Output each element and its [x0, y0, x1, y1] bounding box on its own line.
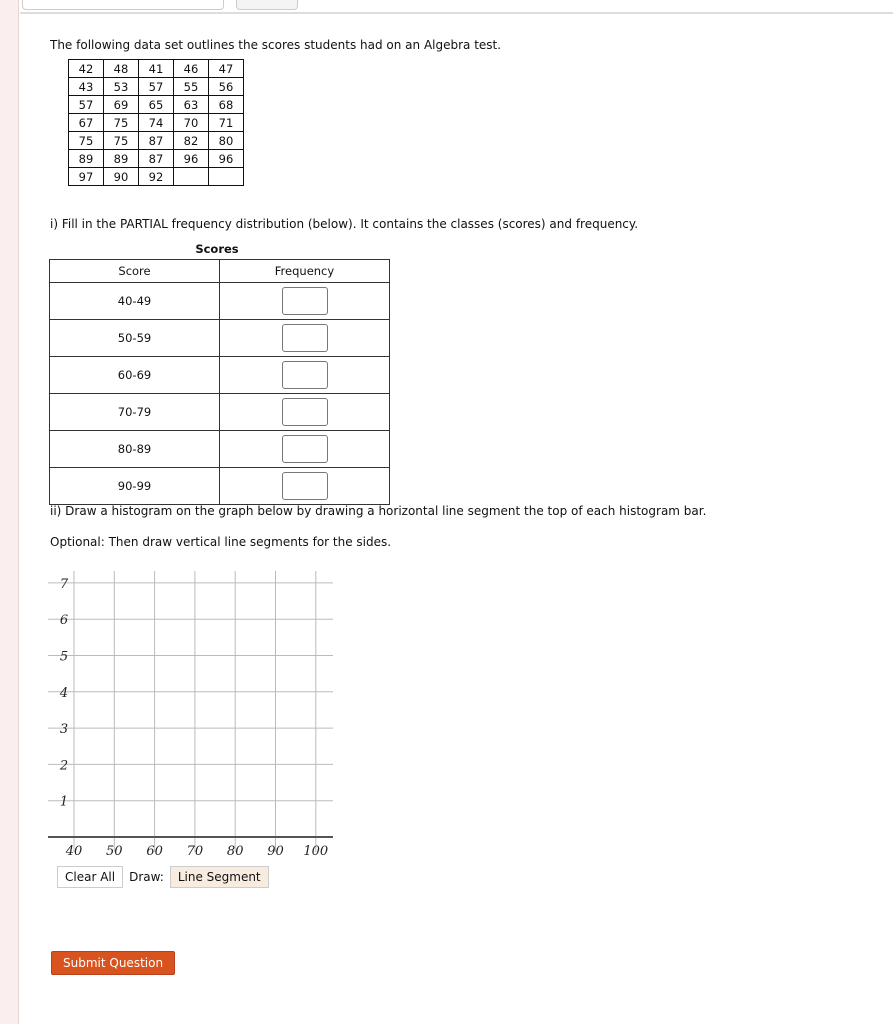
freq-title: Scores	[195, 242, 239, 256]
data-cell: 69	[104, 96, 139, 114]
data-cell: 89	[69, 150, 104, 168]
data-cell: 65	[139, 96, 174, 114]
clear-all-button[interactable]: Clear All	[57, 866, 123, 888]
data-cell: 56	[209, 78, 244, 96]
score-header: Score	[50, 260, 220, 283]
class-label: 90-99	[50, 468, 220, 505]
y-tick-label: 3	[59, 722, 69, 738]
data-cell: 97	[69, 168, 104, 186]
data-cell: 96	[174, 150, 209, 168]
data-cell: 46	[174, 60, 209, 78]
data-cell: 43	[69, 78, 104, 96]
x-tick-label: 90	[267, 844, 284, 859]
data-cell: 53	[104, 78, 139, 96]
question-1: i) Fill in the PARTIAL frequency distribution (below). It contains the classes (scores) and frequency.	[50, 217, 639, 231]
data-cell: 71	[209, 114, 244, 132]
data-cell: 87	[139, 132, 174, 150]
data-cell: 74	[139, 114, 174, 132]
x-tick-label: 50	[106, 844, 123, 859]
data-cell: 48	[104, 60, 139, 78]
class-label: 80-89	[50, 431, 220, 468]
line-segment-tool-button[interactable]: Line Segment	[170, 866, 269, 888]
data-cell: 80	[209, 132, 244, 150]
data-cell: 82	[174, 132, 209, 150]
y-tick-label: 1	[59, 794, 69, 810]
data-cell: 87	[139, 150, 174, 168]
y-tick-label: 4	[59, 685, 69, 701]
data-cell: 92	[139, 168, 174, 186]
data-cell: 89	[104, 150, 139, 168]
data-cell: 67	[69, 114, 104, 132]
data-cell: 57	[69, 96, 104, 114]
x-tick-label: 70	[186, 844, 204, 859]
data-cell: 63	[174, 96, 209, 114]
data-cell: 47	[209, 60, 244, 78]
x-tick-label: 80	[226, 844, 244, 859]
optional-text: Optional: Then draw vertical line segments for the sides.	[50, 535, 392, 549]
data-cell: 41	[139, 60, 174, 78]
submit-question-button[interactable]: Submit Question	[51, 951, 175, 975]
y-tick-label: 5	[59, 649, 69, 665]
question-2: ii) Draw a histogram on the graph below by drawing a horizontal line segment the top of each histogram bar.	[50, 504, 707, 518]
x-tick-label: 100	[303, 844, 329, 859]
data-cell: 75	[104, 132, 139, 150]
data-cell: 57	[139, 78, 174, 96]
draw-label: Draw:	[129, 870, 164, 884]
x-tick-label: 40	[65, 844, 83, 859]
data-cell: 90	[104, 168, 139, 186]
class-label: 40-49	[50, 283, 220, 320]
y-tick-label: 6	[59, 613, 69, 629]
x-tick-label: 60	[146, 844, 163, 859]
data-cell: 55	[174, 78, 209, 96]
data-cell: 70	[174, 114, 209, 132]
data-cell: 96	[209, 150, 244, 168]
data-cell: 75	[69, 132, 104, 150]
y-tick-label: 2	[59, 758, 69, 774]
class-label: 70-79	[50, 394, 220, 431]
intro-text: The following data set outlines the scores students had on an Algebra test.	[50, 38, 502, 52]
data-cell: 68	[209, 96, 244, 114]
frequency-header: Frequency	[220, 260, 390, 283]
class-label: 60-69	[50, 357, 220, 394]
class-label: 50-59	[50, 320, 220, 357]
data-cell: 75	[104, 114, 139, 132]
y-tick-label: 7	[59, 576, 69, 592]
data-cell: 42	[69, 60, 104, 78]
